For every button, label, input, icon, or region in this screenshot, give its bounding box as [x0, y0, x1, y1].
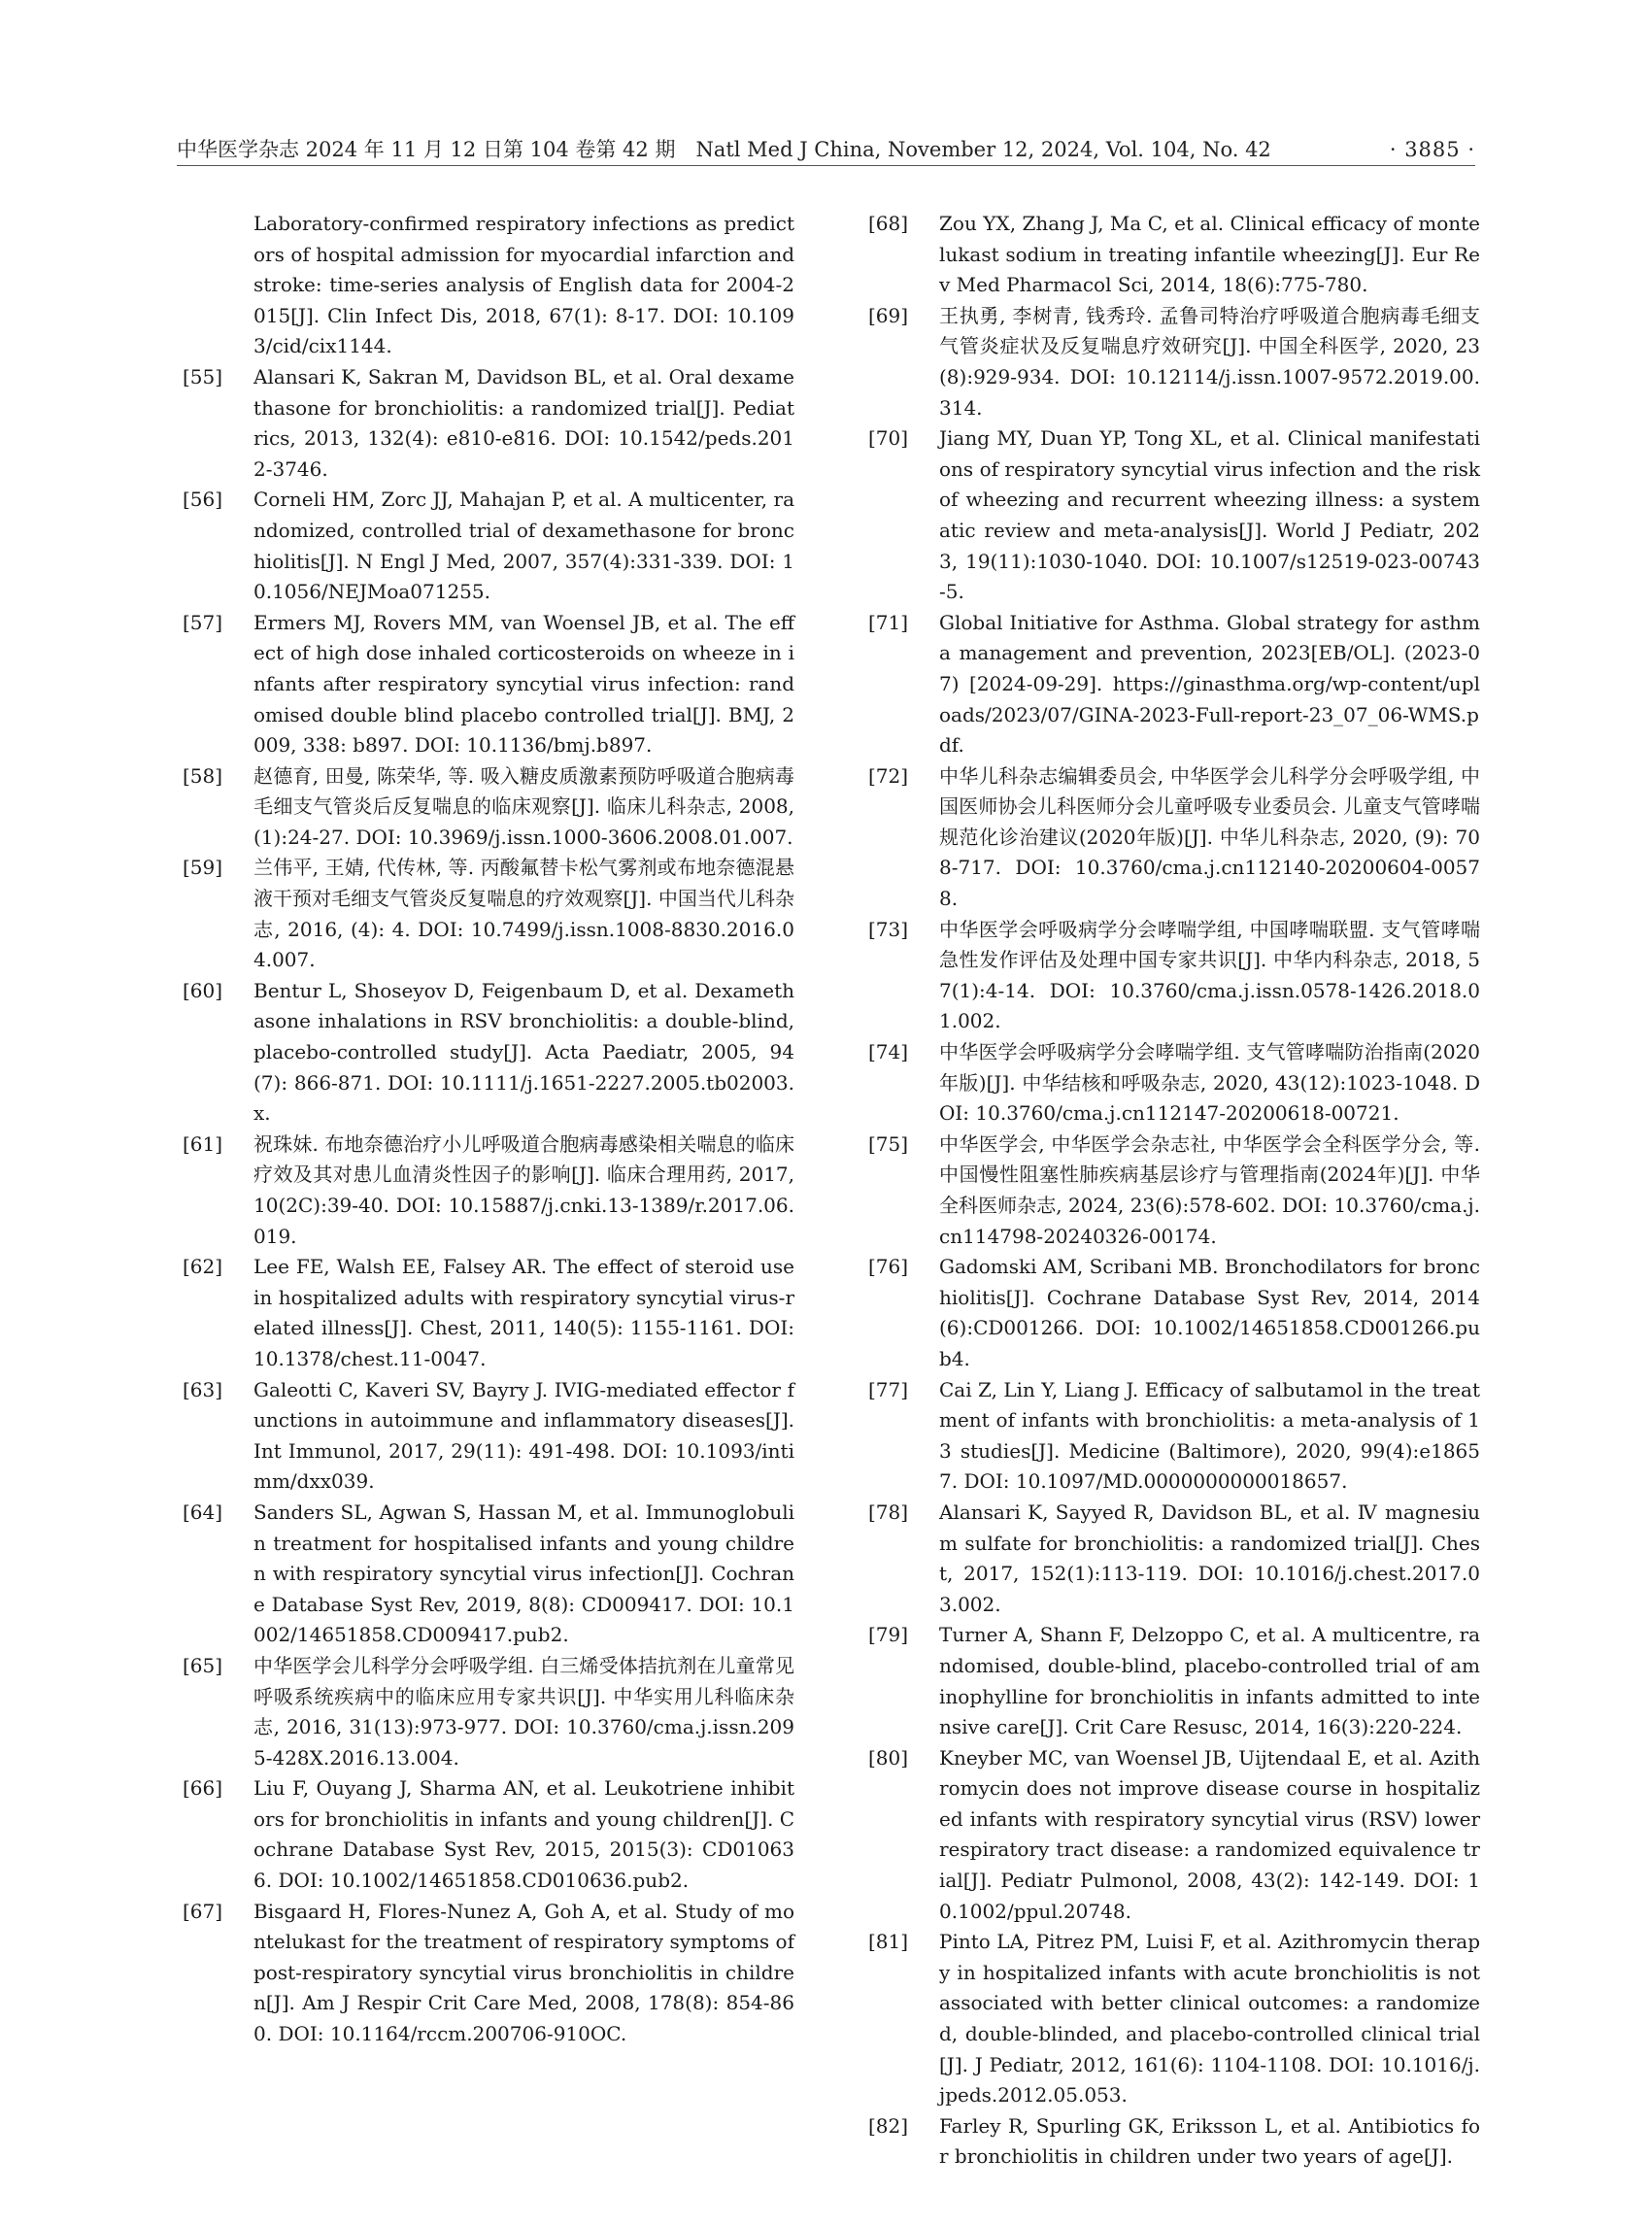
reference-number: [68]	[868, 212, 909, 235]
reference-entry	[183, 362, 794, 485]
reference-entry	[868, 1037, 1480, 1129]
reference-text: 中华医学会呼吸病学分会哮喘学组. 支气管哮喘防治指南(2020年版)[J]. 中华结核和呼吸杂志, 2020, 43(12):1023-1048. DOI: 10.3760/cma.j.cn112147-20200618-00721.	[939, 1040, 1480, 1126]
reference-number: [59]	[183, 856, 223, 880]
reference-text: Bisgaard H, Flores-Nunez A, Goh A, et al. Study of montelukast for the treatment of respiratory symptoms of post-respiratory syncytial virus bronchiolitis in children[J]. Am J Respir Crit Care Med, 2008, 178(8): 854-860. DOI: 10.1164/rccm.200706-910OC.	[253, 1899, 794, 2046]
reference-number: [77]	[868, 1377, 909, 1401]
reference-entry	[868, 1375, 1480, 1498]
reference-text: Laboratory-confirmed respiratory infections as predictors of hospital admission for myocardial infarction and stroke: time-series analysis of English data for 2004-2015[J]. Clin Infect Dis, 2018, 67(1): 8-17. DOI: 10.1093/cid/cix1144.	[253, 212, 794, 358]
page-number: · 3885 ·	[1389, 138, 1475, 161]
reference-entry	[868, 1927, 1480, 2111]
reference-entry	[183, 1375, 794, 1498]
reference-entry	[868, 2111, 1480, 2173]
reference-entry	[868, 1252, 1480, 1374]
reference-text: Alansari K, Sakran M, Davidson BL, et al. Oral dexamethasone for bronchiolitis: a randomized trial[J]. Pediatrics, 2013, 132(4): e810-e816. DOI: 10.1542/peds.2012-3746.	[253, 364, 794, 481]
reference-number: [65]	[183, 1653, 223, 1677]
reference-number: [71]	[868, 610, 909, 634]
reference-number: [82]	[868, 2113, 909, 2138]
reference-entry	[183, 1897, 794, 2050]
reference-text: Kneyber MC, van Woensel JB, Uijtendaal E, et al. Azithromycin does not improve disease course in hospitalized infants with respiratory syncytial virus (RSV) lower respiratory tract disease: a randomized equivalence trial[J]. Pediatr Pulmonol, 2008, 43(2): 142-149. DOI: 10.1002/ppul.20748.	[939, 1745, 1480, 1923]
reference-entry	[868, 301, 1480, 423]
reference-entry	[183, 608, 794, 761]
reference-number: [69]	[868, 303, 909, 327]
reference-number: [55]	[183, 364, 223, 388]
reference-text: Alansari K, Sayyed R, Davidson BL, et al. Ⅳ magnesium sulfate for bronchiolitis: a randomized trial[J]. Chest, 2017, 152(1):113-119. DOI: 10.1016/j.chest.2017.03.002.	[939, 1500, 1480, 1616]
reference-entry	[868, 1743, 1480, 1928]
reference-text: 祝珠妹. 布地奈德治疗小儿呼吸道合胞病毒感染相关喘息的临床疗效及其对患儿血清炎性因子的影响[J]. 临床合理用药, 2017, 10(2C):39-40. DOI: 10.15887/j.cnki.13-1389/r.2017.06.019.	[253, 1131, 794, 1248]
reference-text: 中华医学会儿科学分会呼吸学组. 白三烯受体拮抗剂在儿童常见呼吸系统疾病中的临床应用专家共识[J]. 中华实用儿科临床杂志, 2016, 31(13):973-977. DOI: 10.3760/cma.j.issn.2095-428X.2016.13.004.	[253, 1653, 794, 1770]
reference-entry	[183, 976, 794, 1129]
reference-number: [80]	[868, 1745, 909, 1770]
reference-text: Farley R, Spurling GK, Eriksson L, et al. Antibiotics for bronchiolitis in children under two years of age[J].	[939, 2113, 1480, 2169]
reference-entry	[183, 1651, 794, 1773]
reference-entry	[868, 1498, 1480, 1620]
reference-number: [76]	[868, 1255, 909, 1279]
reference-number: [66]	[183, 1776, 223, 1801]
reference-text: Cai Z, Lin Y, Liang J. Efficacy of salbutamol in the treatment of infants with bronchiolitis: a meta-analysis of 13 studies[J]. Medicine (Baltimore), 2020, 99(4):e18657. DOI: 10.1097/MD.0000000000018657.	[939, 1377, 1480, 1494]
reference-text: Ermers MJ, Rovers MM, van Woensel JB, et al. The effect of high dose inhaled corticosteroids on wheeze in infants after respiratory syncytial virus infection: randomised double blind placebo controlled trial[J]. BMJ, 2009, 338: b897. DOI: 10.1136/bmj.b897.	[253, 610, 794, 758]
reference-entry	[183, 1773, 794, 1896]
reference-text: 王执勇, 李树青, 钱秀玲. 孟鲁司特治疗呼吸道合胞病毒毛细支气管炎症状及反复喘息疗效研究[J]. 中国全科医学, 2020, 23(8):929-934. DOI: 10.12114/j.issn.1007-9572.2019.00.314.	[939, 303, 1480, 420]
running-header	[177, 135, 1475, 164]
reference-text: Galeotti C, Kaveri SV, Bayry J. IVIG-mediated effector functions in autoimmune and inflammatory diseases[J]. Int Immunol, 2017, 29(11): 491-498. DOI: 10.1093/intimm/dxx039.	[253, 1377, 794, 1494]
reference-number: [56]	[183, 488, 223, 512]
reference-text: Bentur L, Shoseyov D, Feigenbaum D, et al. Dexamethasone inhalations in RSV bronchiolitis: a double-blind, placebo-controlled study[J]. Acta Paediatr, 2005, 94(7): 866-871. DOI: 10.1111/j.1651-2227.2005.tb02003.x.	[253, 978, 794, 1126]
reference-number: [70]	[868, 426, 909, 451]
reference-column-right	[868, 209, 1480, 2173]
reference-column-left	[183, 209, 794, 2050]
reference-text: Gadomski AM, Scribani MB. Bronchodilators for bronchiolitis[J]. Cochrane Database Syst Rev, 2014, 2014(6):CD001266. DOI: 10.1002/14651858.CD001266.pub4.	[939, 1255, 1480, 1370]
reference-entry	[868, 608, 1480, 761]
reference-number: [74]	[868, 1040, 909, 1064]
reference-number: [67]	[183, 1899, 223, 1923]
reference-number: [81]	[868, 1930, 909, 1954]
reference-text: Jiang MY, Duan YP, Tong XL, et al. Clinical manifestations of respiratory syncytial virus infection and the risk of wheezing and recurrent wheezing illness: a systematic review and meta-analysis[J]. World J Pediatr, 2023, 19(11):1030-1040. DOI: 10.1007/s12519-023-00743-5.	[939, 426, 1480, 604]
reference-entry	[183, 1252, 794, 1374]
reference-number: [75]	[868, 1131, 909, 1156]
reference-text: Pinto LA, Pitrez PM, Luisi F, et al. Azithromycin therapy in hospitalized infants with acute bronchiolitis is not associated with better clinical outcomes: a randomized, double-blinded, and placebo-controlled clinical trial[J]. J Pediatr, 2012, 161(6): 1104-1108. DOI: 10.1016/j.jpeds.2012.05.053.	[939, 1930, 1480, 2107]
reference-number: [62]	[183, 1255, 223, 1279]
reference-entry	[868, 209, 1480, 301]
reference-text: Sanders SL, Agwan S, Hassan M, et al. Immunoglobulin treatment for hospitalised infants and young children with respiratory syncytial virus infection[J]. Cochrane Database Syst Rev, 2019, 8(8): CD009417. DOI: 10.1002/14651858.CD009417.pub2.	[253, 1500, 794, 1647]
journal-citation-header: 中华医学杂志 2024 年 11 月 12 日第 104 卷第 42 期 Natl Med J China, November 12, 2024, Vol. 104, No. 42	[177, 138, 1271, 161]
reference-number: [64]	[183, 1500, 223, 1524]
reference-text: Zou YX, Zhang J, Ma C, et al. Clinical efficacy of montelukast sodium in treating infantile wheezing[J]. Eur Rev Med Pharmacol Sci, 2014, 18(6):775-780.	[939, 212, 1480, 297]
reference-entry	[868, 915, 1480, 1037]
reference-entry	[183, 761, 794, 854]
reference-text: Corneli HM, Zorc JJ, Mahajan P, et al. A multicenter, randomized, controlled trial of dexamethasone for bronchiolitis[J]. N Engl J Med, 2007, 357(4):331-339. DOI: 10.1056/NEJMoa071255.	[253, 488, 794, 604]
reference-text: 赵德育, 田曼, 陈荣华, 等. 吸入糖皮质激素预防呼吸道合胞病毒毛细支气管炎后反复喘息的临床观察[J]. 临床儿科杂志, 2008, (1):24-27. DOI: 10.3969/j.issn.1000-3606.2008.01.007.	[253, 763, 794, 849]
reference-text: 中华儿科杂志编辑委员会, 中华医学会儿科学分会呼吸学组, 中国医师协会儿科医师分会儿童呼吸专业委员会. 儿童支气管哮喘规范化诊治建议(2020年版)[J]. 中华儿科杂志, 2020, (9): 708-717. DOI: 10.3760/cma.j.cn112140-20200604-00578.	[939, 763, 1480, 911]
reference-text: Liu F, Ouyang J, Sharma AN, et al. Leukotriene inhibitors for bronchiolitis in infants and young children[J]. Cochrane Database Syst Rev, 2015, 2015(3): CD010636. DOI: 10.1002/14651858.CD010636.pub2.	[253, 1776, 794, 1893]
reference-entry	[868, 423, 1480, 608]
reference-number: [63]	[183, 1377, 223, 1401]
reference-number: [79]	[868, 1623, 909, 1647]
reference-entry	[183, 853, 794, 975]
reference-number: [72]	[868, 763, 909, 788]
reference-text: Global Initiative for Asthma. Global strategy for asthma management and prevention, 2023[EB/OL]. (2023-07) [2024-09-29]. https://ginasthma.org/wp-content/uploads/2023/07/GINA-2023-Full-report-23_07_06-WMS.pdf.	[939, 610, 1480, 758]
reference-text: 中华医学会, 中华医学会杂志社, 中华医学会全科医学分会, 等. 中国慢性阻塞性肺疾病基层诊疗与管理指南(2024年)[J]. 中华全科医师杂志, 2024, 23(6):578-602. DOI: 10.3760/cma.j.cn114798-20240326-00174.	[939, 1131, 1480, 1248]
reference-number: [58]	[183, 763, 223, 788]
reference-text: Lee FE, Walsh EE, Falsey AR. The effect of steroid use in hospitalized adults with respiratory syncytial virus-related illness[J]. Chest, 2011, 140(5): 1155-1161. DOI: 10.1378/chest.11-0047.	[253, 1255, 794, 1370]
reference-entry	[183, 1129, 794, 1252]
header-divider	[177, 165, 1475, 166]
reference-text: 中华医学会呼吸病学分会哮喘学组, 中国哮喘联盟. 支气管哮喘急性发作评估及处理中国专家共识[J]. 中华内科杂志, 2018, 57(1):4-14. DOI: 10.3760/cma.j.issn.0578-1426.2018.01.002.	[939, 917, 1480, 1033]
reference-text: 兰伟平, 王婧, 代传林, 等. 丙酸氟替卡松气雾剂或布地奈德混悬液干预对毛细支气管炎反复喘息的疗效观察[J]. 中国当代儿科杂志, 2016, (4): 4. DOI: 10.7499/j.issn.1008-8830.2016.04.007.	[253, 856, 794, 972]
reference-entry	[183, 485, 794, 607]
reference-number: [61]	[183, 1131, 223, 1156]
reference-entry	[868, 761, 1480, 915]
reference-entry	[183, 209, 794, 362]
reference-entry	[183, 1498, 794, 1651]
reference-entry	[868, 1620, 1480, 1742]
reference-number: [78]	[868, 1500, 909, 1524]
reference-number: [60]	[183, 978, 223, 1002]
reference-entry	[868, 1129, 1480, 1252]
reference-number: [57]	[183, 610, 223, 634]
reference-text: Turner A, Shann F, Delzoppo C, et al. A multicentre, randomised, double-blind, placebo-controlled trial of aminophylline for bronchiolitis in infants admitted to intensive care[J]. Crit Care Resusc, 2014, 16(3):220-224.	[939, 1623, 1480, 1739]
reference-number: [73]	[868, 917, 909, 941]
